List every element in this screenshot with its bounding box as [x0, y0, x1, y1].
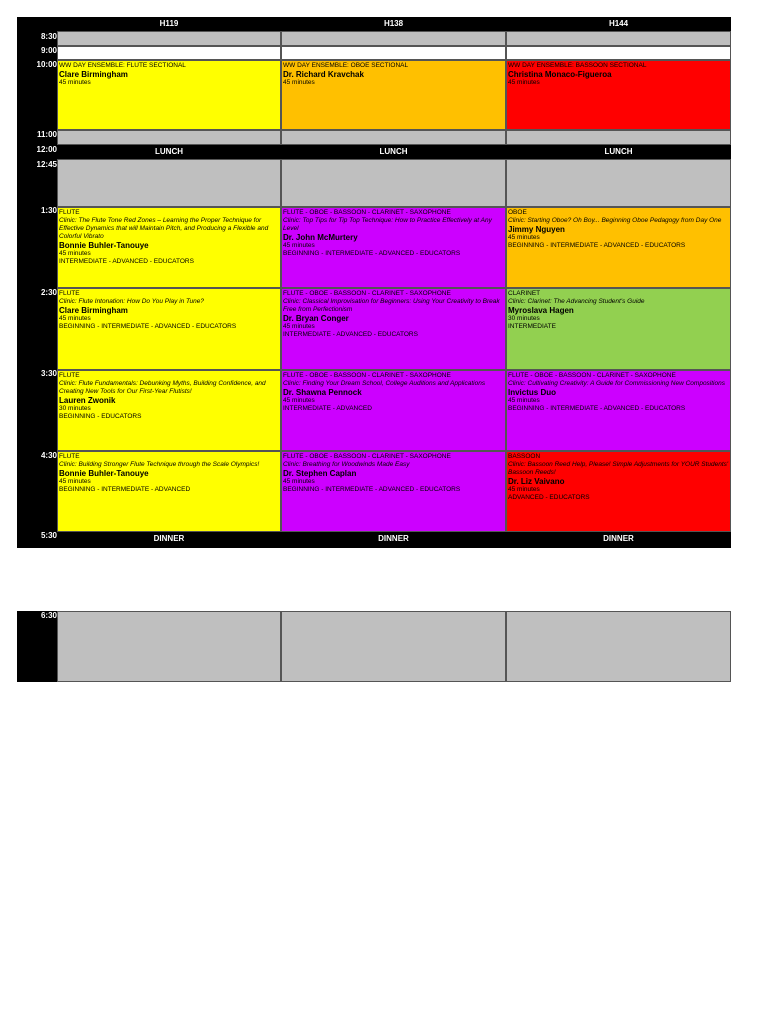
session-title: Clinic: Bassoon Reed Help, Please! Simple Adjustments for YOUR Students' Bassoon Reeds! — [508, 461, 729, 476]
evening-grid — [17, 611, 731, 682]
session-card[interactable] — [57, 207, 281, 288]
session-card[interactable] — [281, 288, 506, 370]
empty-slot — [57, 159, 281, 207]
dinner-label: DINNER — [281, 532, 506, 548]
empty-slot — [506, 46, 731, 60]
session-presenter: Bonnie Buhler-Tanouye — [59, 469, 149, 478]
session-card[interactable] — [57, 288, 281, 370]
session-presenter: Lauren Zwonik — [59, 396, 116, 405]
session-title: Clinic: The Flute Tone Red Zones – Learning the Proper Technique for Effective Dynamics that will Maintain Pitch, and Producing a Flexible and Colorful Vibrato — [59, 217, 269, 240]
session-card[interactable] — [281, 370, 506, 451]
dinner-label: DINNER — [57, 532, 281, 548]
session-title: Clinic: Classical Improvisation for Beginners: Using Your Creativity to Break Free from Perfectionism — [283, 298, 500, 313]
session-level: BEGINNING - INTERMEDIATE - ADVANCED - EDUCATORS — [59, 323, 237, 330]
time-label: 12:45 — [36, 160, 57, 169]
dinner-label: DINNER — [506, 532, 731, 548]
session-category: FLUTE - OBOE - BASSOON - CLARINET - SAXOPHONE — [283, 290, 451, 297]
session-card[interactable] — [281, 60, 506, 130]
session-category: BASSOON — [508, 453, 541, 460]
lunch-label: LUNCH — [506, 145, 731, 159]
session-duration: 45 minutes — [508, 79, 540, 86]
session-duration: 45 minutes — [508, 397, 540, 404]
session-title: Clinic: Clarinet: The Advancing Student's Guide — [508, 298, 645, 305]
empty-slot — [57, 46, 281, 60]
session-category: FLUTE - OBOE - BASSOON - CLARINET - SAXOPHONE — [283, 209, 451, 216]
session-title: Clinic: Top Tips for Tip Top Technique: How to Practice Effectively at Any Level — [283, 217, 492, 232]
time-label: 12:00 — [36, 145, 57, 154]
session-category: WW DAY ENSEMBLE: OBOE SECTIONAL — [283, 62, 409, 69]
time-column — [17, 611, 57, 682]
session-level: BEGINNING - INTERMEDIATE - ADVANCED - EDUCATORS — [508, 242, 686, 249]
empty-slot — [506, 31, 731, 46]
session-presenter: Christina Monaco-Figueroa — [508, 70, 612, 79]
time-label: 8:30 — [40, 32, 57, 41]
time-label: 2:30 — [40, 288, 57, 297]
session-level: BEGINNING - EDUCATORS — [59, 413, 142, 420]
session-presenter: Bonnie Buhler-Tanouye — [59, 241, 149, 250]
session-title: Clinic: Finding Your Dream School, College Auditions and Applications — [283, 380, 486, 387]
session-presenter: Myroslava Hagen — [508, 306, 574, 315]
empty-slot — [506, 130, 731, 145]
empty-slot — [281, 46, 506, 60]
session-duration: 45 minutes — [508, 486, 540, 493]
session-presenter: Dr. Shawna Pennock — [283, 388, 362, 397]
empty-slot — [281, 31, 506, 46]
session-duration: 45 minutes — [59, 315, 91, 322]
session-presenter: Jimmy Nguyen — [508, 225, 565, 234]
session-presenter: Clare Birmingham — [59, 70, 128, 79]
session-level: ADVANCED - EDUCATORS — [508, 494, 590, 501]
time-label: 11:00 — [36, 130, 57, 139]
session-title: Clinic: Building Stronger Flute Technique through the Scale Olympics! — [59, 461, 260, 468]
lunch-label: LUNCH — [57, 145, 281, 159]
session-category: FLUTE — [59, 372, 80, 379]
session-category: FLUTE — [59, 290, 80, 297]
session-level: INTERMEDIATE - ADVANCED - EDUCATORS — [283, 331, 418, 338]
empty-slot — [57, 31, 281, 46]
session-card[interactable] — [57, 60, 281, 130]
session-presenter: Dr. Stephen Caplan — [283, 469, 357, 478]
session-level: INTERMEDIATE - ADVANCED — [283, 405, 372, 412]
time-label: 3:30 — [40, 369, 57, 378]
session-duration: 45 minutes — [59, 79, 91, 86]
session-card[interactable] — [57, 370, 281, 451]
session-level: BEGINNING - INTERMEDIATE - ADVANCED — [59, 486, 191, 493]
session-duration: 30 minutes — [59, 405, 91, 412]
session-level: INTERMEDIATE — [508, 323, 556, 330]
session-presenter: Invictus Duo — [508, 388, 557, 397]
session-card[interactable] — [506, 451, 731, 532]
session-card[interactable] — [281, 207, 506, 288]
session-card[interactable] — [506, 60, 731, 130]
session-title: Clinic: Breathing for Woodwinds Made Easy — [283, 461, 410, 468]
session-duration: 45 minutes — [283, 242, 315, 249]
session-category: FLUTE - OBOE - BASSOON - CLARINET - SAXOPHONE — [283, 453, 451, 460]
session-card[interactable] — [506, 370, 731, 451]
session-category: FLUTE - OBOE - BASSOON - CLARINET - SAXOPHONE — [283, 372, 451, 379]
session-card[interactable] — [281, 451, 506, 532]
session-category: FLUTE — [59, 453, 80, 460]
session-level: INTERMEDIATE - ADVANCED - EDUCATORS — [59, 258, 194, 265]
empty-slot — [506, 159, 731, 207]
session-title: Clinic: Cultivating Creativity: A Guide for Commissioning New Compositions — [508, 380, 725, 387]
room-header-h138: H138 — [281, 17, 506, 31]
empty-slot — [281, 130, 506, 145]
session-duration: 45 minutes — [283, 478, 315, 485]
session-card[interactable] — [506, 207, 731, 288]
session-duration: 30 minutes — [508, 315, 540, 322]
session-duration: 45 minutes — [59, 250, 91, 257]
session-category: FLUTE — [59, 209, 80, 216]
time-label: 1:30 — [40, 206, 57, 215]
empty-slot — [57, 611, 281, 682]
lunch-label: LUNCH — [281, 145, 506, 159]
session-level: BEGINNING - INTERMEDIATE - ADVANCED - EDUCATORS — [283, 250, 461, 257]
session-level: BEGINNING - INTERMEDIATE - ADVANCED - EDUCATORS — [283, 486, 461, 493]
room-header-h119: H119 — [57, 17, 281, 31]
session-title: Clinic: Flute Fundamentals: Debunking Myths, Building Confidence, and Creating New Tools for Our First-Year Flutists! — [59, 380, 266, 395]
session-presenter: Dr. Bryan Conger — [283, 314, 349, 323]
session-category: WW DAY ENSEMBLE: BASSOON SECTIONAL — [508, 62, 647, 69]
time-label: 6:30 — [40, 611, 57, 620]
empty-slot — [281, 159, 506, 207]
session-presenter: Clare Birmingham — [59, 306, 128, 315]
session-presenter: Dr. John McMurtery — [283, 233, 358, 242]
session-category: FLUTE - OBOE - BASSOON - CLARINET - SAXOPHONE — [508, 372, 676, 379]
session-title: Clinic: Starting Oboe? Oh Boy... Beginning Oboe Pedagogy from Day One — [508, 217, 722, 224]
session-category: CLARINET — [508, 290, 541, 297]
session-duration: 45 minutes — [508, 234, 540, 241]
session-duration: 45 minutes — [59, 478, 91, 485]
session-card[interactable] — [57, 451, 281, 532]
empty-slot — [506, 611, 731, 682]
session-title: Clinic: Flute Intonation: How Do You Play in Tune? — [59, 298, 205, 305]
session-presenter: Dr. Richard Kravchak — [283, 70, 364, 79]
session-card[interactable] — [506, 288, 731, 370]
time-label: 5:30 — [40, 531, 57, 540]
session-level: BEGINNING - INTERMEDIATE - ADVANCED - EDUCATORS — [508, 405, 686, 412]
time-label: 4:30 — [40, 451, 57, 460]
session-presenter: Dr. Liz Vaivano — [508, 477, 565, 486]
empty-slot — [57, 130, 281, 145]
time-column — [17, 17, 57, 548]
session-duration: 45 minutes — [283, 397, 315, 404]
schedule-grid — [17, 17, 731, 548]
time-label: 9:00 — [40, 46, 57, 55]
empty-slot — [281, 611, 506, 682]
session-duration: 45 minutes — [283, 79, 315, 86]
time-label: 10:00 — [36, 60, 57, 69]
session-category: WW DAY ENSEMBLE: FLUTE SECTIONAL — [59, 62, 186, 69]
session-duration: 45 minutes — [283, 323, 315, 330]
session-category: OBOE — [508, 209, 527, 216]
room-header-h144: H144 — [506, 17, 731, 31]
